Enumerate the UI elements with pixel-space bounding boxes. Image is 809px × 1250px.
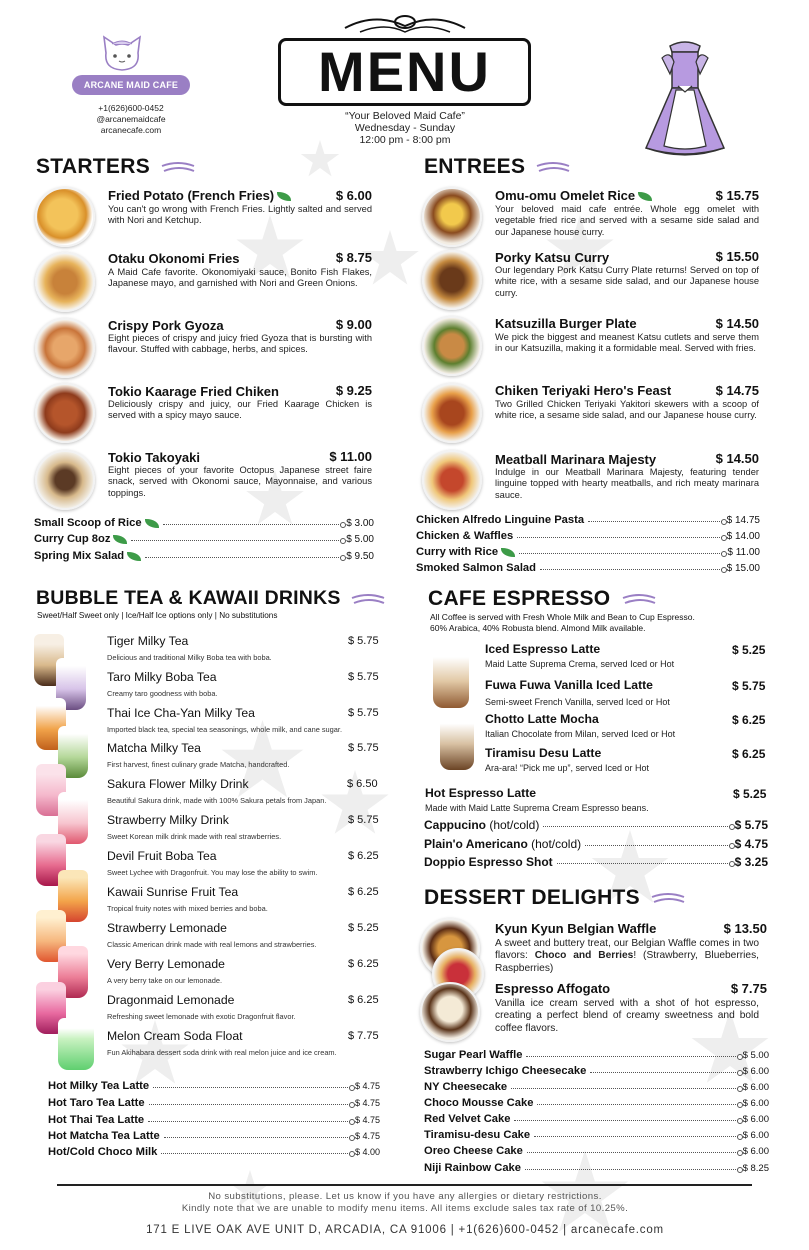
dessert-row-name: Tiramisu-desu Cake <box>424 1129 531 1141</box>
okonomi-fries-photo <box>35 252 95 312</box>
drink-name: Strawberry Lemonade <box>107 921 227 935</box>
dessert-row-price: $ 6.00 <box>742 1145 769 1157</box>
dessert-row-price: $ 6.00 <box>742 1097 769 1109</box>
teriyaki-feast-photo <box>422 383 482 443</box>
drink-price: $ 6.50 <box>347 778 378 790</box>
extra-item-name: Chicken & Waffles <box>416 530 514 542</box>
item-name: Tokio Takoyaki <box>108 450 200 465</box>
affogato-photo <box>420 982 480 1042</box>
swoosh-icon <box>621 592 657 606</box>
section-title-text: BUBBLE TEA & KAWAII DRINKS <box>36 587 341 609</box>
espresso-note-line: 60% Arabica, 40% Robusta blend. Almond Milk available. <box>430 622 646 633</box>
dessert-row-name: Red Velvet Cake <box>424 1113 511 1125</box>
item-description: A Maid Cafe favorite. Okonomiyaki sauce, Bonito Fish Flakes, Japanese mayo, and garnished with Nori and Green Onions. <box>108 267 372 289</box>
drink-description: Delicious and traditional Milky Boba tea with boba. <box>107 653 272 662</box>
dessert-row-price: $ 6.00 <box>742 1129 769 1141</box>
hot-drink-price: $ 4.75 <box>354 1098 380 1108</box>
side-item-price: $ 9.50 <box>346 550 374 562</box>
melon-soda-photo <box>58 1018 94 1070</box>
item-price: $ 15.50 <box>715 249 759 264</box>
dessert-row <box>424 1097 769 1109</box>
drink-name: Matcha Milky Tea <box>107 741 201 755</box>
coffee-row-price: $ 4.75 <box>734 837 768 851</box>
extra-item-row <box>416 530 760 542</box>
dotted-leader <box>537 1104 739 1105</box>
coffee-name: Hot Espresso Latte <box>425 786 537 800</box>
vegetarian-leaf-icon <box>145 519 159 528</box>
dotted-leader <box>131 540 343 541</box>
flourish-ornament-icon <box>340 10 470 36</box>
extra-item-price: $ 11.00 <box>727 546 760 558</box>
dessert-row <box>424 1113 769 1125</box>
extra-item-row <box>416 514 760 526</box>
extra-item-row <box>416 562 760 574</box>
item-price: $ 14.50 <box>715 316 759 331</box>
dotted-leader <box>161 1153 352 1154</box>
hot-drink-price: $ 4.75 <box>354 1131 380 1141</box>
footer-note <box>60 1191 750 1215</box>
hot-drink-name: Hot Milky Tea Latte <box>48 1080 150 1092</box>
hot-drink-row <box>48 1097 380 1109</box>
dessert-row-name: Sugar Pearl Waffle <box>424 1049 523 1061</box>
coffee-row-label <box>424 855 553 869</box>
drink-price: $ 5.75 <box>348 671 379 683</box>
footer-note-line: Kindly note that we are unable to modify menu items. All items exclude sales tax rate of 10.25%. <box>181 1203 629 1214</box>
dessert-row-name: Strawberry Ichigo Cheesecake <box>424 1065 587 1077</box>
dotted-leader <box>149 1104 352 1105</box>
coffee-description: Maid Latte Suprema Crema, served Iced or Hot <box>485 659 675 669</box>
item-description: Your beloved maid cafe entrée. Whole egg omelet with vegetable fried rice and served with a sesame side salad and our Japanese house curry. <box>495 204 759 237</box>
tagline: “Your Beloved Maid Cafe” <box>345 110 465 122</box>
coffee-name: Tiramisu Desu Latte <box>485 746 602 760</box>
dotted-leader <box>148 1121 352 1122</box>
starters-title <box>36 155 196 179</box>
dotted-leader <box>588 521 724 522</box>
drink-name: Kawaii Sunrise Fruit Tea <box>107 885 239 899</box>
maid-cat-icon <box>100 35 144 73</box>
vegetarian-leaf-icon <box>638 192 652 201</box>
vegetarian-leaf-icon <box>113 535 127 544</box>
hot-drink-row <box>48 1080 380 1092</box>
menu-title: MENU <box>318 40 491 103</box>
coffee-row-price: $ 5.75 <box>734 818 768 832</box>
coffee-description: Made with Maid Latte Suprema Cream Espresso beans. <box>425 803 649 813</box>
dessert-desc-part: ! (Strawberry, Blueberries, Raspberries) <box>495 950 759 974</box>
kaarage-photo <box>35 383 95 443</box>
drink-description: Creamy taro goodness with boba. <box>107 689 218 698</box>
swoosh-icon <box>160 160 196 174</box>
extra-item-name: Curry with Rice <box>416 546 499 558</box>
item-name-text: Omu-omu Omelet Rice <box>495 188 636 203</box>
dessert-row-name: Niji Rainbow Cake <box>424 1162 521 1174</box>
dessert-row-name: NY Cheesecake <box>424 1081 508 1093</box>
swoosh-icon <box>650 891 686 905</box>
section-title-text: DESSERT DELIGHTS <box>424 886 640 909</box>
coffee-description: Semi-sweet French Vanilla, served Iced or Hot <box>485 697 670 707</box>
drink-description: Tropical fruity notes with mixed berries and boba. <box>107 904 268 913</box>
dessert-row-name: Choco Mousse Cake <box>424 1097 534 1109</box>
katsu-burger-photo <box>422 316 482 376</box>
omelet-rice-photo <box>422 187 482 247</box>
drink-name: Taro Milky Boba Tea <box>107 670 217 684</box>
extra-item-row <box>416 546 760 558</box>
hot-drink-price: $ 4.75 <box>354 1115 380 1125</box>
dotted-leader <box>517 537 723 538</box>
vegetarian-leaf-icon <box>127 552 141 561</box>
side-item-row <box>34 517 374 529</box>
espresso-title <box>428 587 657 611</box>
dotted-leader <box>543 826 731 827</box>
drink-price: $ 5.25 <box>348 922 379 934</box>
side-item-row <box>34 533 374 545</box>
drink-name: Thai Ice Cha-Yan Milky Tea <box>107 706 255 720</box>
coffee-row-name: Doppio Espresso Shot <box>424 855 553 869</box>
hot-drink-row <box>48 1130 380 1142</box>
coffee-name: Iced Espresso Latte <box>485 642 601 656</box>
drink-price: $ 6.25 <box>348 850 379 862</box>
coffee-name: Fuwa Fuwa Vanilla Iced Latte <box>485 678 653 692</box>
drink-name: Tiger Milky Tea <box>107 634 189 648</box>
dotted-leader <box>511 1088 739 1089</box>
cafe-logo <box>70 35 190 100</box>
section-title-text: STARTERS <box>36 155 151 178</box>
extra-item-name: Smoked Salmon Salad <box>416 562 536 574</box>
menu-title-banner <box>278 38 531 106</box>
drink-name: Strawberry Milky Drink <box>107 813 229 827</box>
coffee-row-option: (hot/cold) <box>486 818 540 832</box>
dessert-row <box>424 1129 769 1141</box>
coffee-row-option: (hot/cold) <box>527 837 582 851</box>
coffee-row <box>424 855 768 869</box>
social-handle: @arcanemaidcafe <box>96 114 166 124</box>
dessert-description: Vanilla ice cream served with a shot of hot espresso, creating a perfect blend of creamy sweetness and bold coffee flavors. <box>495 998 759 1034</box>
dessert-row <box>424 1081 769 1093</box>
item-name <box>108 188 291 203</box>
dessert-row <box>424 1049 769 1061</box>
hot-drink-row <box>48 1114 380 1126</box>
drink-name: Very Berry Lemonade <box>107 957 225 971</box>
drink-name: Dragonmaid Lemonade <box>107 993 235 1007</box>
dotted-leader <box>525 1169 740 1170</box>
drink-description: Beautiful Sakura drink, made with 100% Sakura petals from Japan. <box>107 796 327 805</box>
coffee-row-name: Plain'o Americano <box>424 837 528 851</box>
phone-number: +1(626)600-0452 <box>98 103 164 113</box>
section-title-text: CAFE ESPRESSO <box>428 587 611 610</box>
item-name: Crispy Pork Gyoza <box>108 318 224 333</box>
item-price: $ 8.75 <box>335 250 372 265</box>
drink-price: $ 6.25 <box>348 958 379 970</box>
drink-name: Sakura Flower Milky Drink <box>107 777 249 791</box>
takoyaki-photo <box>35 450 95 510</box>
side-item-row <box>34 550 374 562</box>
mocha-photo <box>440 712 474 770</box>
item-price: $ 6.00 <box>335 188 372 203</box>
swoosh-icon <box>350 592 386 606</box>
drink-description: Imported black tea, special tea seasonings, whole milk, and cane sugar. <box>107 725 342 734</box>
french-fries-photo <box>35 187 95 247</box>
extra-item-price: $ 15.00 <box>726 562 760 574</box>
espresso-note-line: All Coffee is served with Fresh Whole Milk and Bean to Cup Espresso. <box>430 612 695 622</box>
item-price: $ 14.75 <box>715 383 759 398</box>
dotted-leader <box>514 1120 739 1121</box>
coffee-price: $ 5.75 <box>732 679 766 693</box>
bubble-tea-title <box>36 587 386 610</box>
drink-price: $ 5.75 <box>348 814 379 826</box>
dotted-leader <box>534 1136 739 1137</box>
item-description: You can't go wrong with French Fries. Lightly salted and served with Nori and Ketchup. <box>108 204 372 226</box>
dessert-row-price: $ 6.00 <box>742 1065 769 1077</box>
iced-latte-photo <box>433 648 469 708</box>
coffee-description: Ara-ara! “Pick me up”, served Iced or Hot <box>485 763 650 773</box>
item-price: $ 15.75 <box>715 188 759 203</box>
dessert-price: $ 7.75 <box>730 981 767 996</box>
coffee-price: $ 6.25 <box>732 747 766 761</box>
drink-price: $ 5.75 <box>348 742 379 754</box>
dessert-price: $ 13.50 <box>723 921 767 936</box>
dessert-row <box>424 1065 769 1077</box>
dessert-row-price: $ 6.00 <box>742 1113 769 1125</box>
drink-name: Devil Fruit Boba Tea <box>107 849 217 863</box>
open-days: Wednesday - Sunday <box>354 122 456 134</box>
website-link: arcanecafe.com <box>100 125 162 135</box>
drink-price: $ 6.25 <box>348 994 379 1006</box>
drink-description: Sweet Korean milk drink made with real strawberries. <box>107 832 282 841</box>
dotted-leader <box>145 557 343 558</box>
background-star-decoration <box>300 140 340 180</box>
dotted-leader <box>153 1087 352 1088</box>
dotted-leader <box>526 1056 739 1057</box>
dotted-leader <box>163 524 344 525</box>
side-item-name: Spring Mix Salad <box>34 550 125 562</box>
dessert-desc-part: A sweet and buttery treat, our Belgian Waffle comes in two flavors: <box>495 938 759 962</box>
coffee-name: Chotto Latte Mocha <box>485 712 599 726</box>
katsu-curry-photo <box>422 250 482 310</box>
coffee-row-name: Cappucino <box>424 818 486 832</box>
vegetarian-leaf-icon <box>501 548 515 557</box>
footer-address: 171 E LIVE OAK AVE UNIT D, ARCADIA, CA 91006 | +1(626)600-0452 | arcanecafe.com <box>146 1224 664 1236</box>
side-item-price: $ 3.00 <box>346 517 374 529</box>
drink-price: $ 5.75 <box>348 635 379 647</box>
drink-description: Sweet Lychee with Dragonfruit. You may lose the ability to swim. <box>107 868 318 877</box>
dessert-row <box>424 1145 769 1157</box>
dotted-leader <box>585 845 731 846</box>
drink-description: Refreshing sweet lemonade with exotic Dragonfruit flavor. <box>107 1012 296 1021</box>
entrees-title <box>424 155 571 179</box>
side-item-price: $ 5.00 <box>346 533 374 545</box>
hot-drink-name: Hot/Cold Choco Milk <box>48 1146 158 1158</box>
hot-drink-name: Hot Thai Tea Latte <box>48 1114 145 1126</box>
item-description: Our legendary Pork Katsu Curry Plate returns! Served on top of white rice, with a sesame side salad, and our Japanese house curry. <box>495 265 759 298</box>
drink-price: $ 6.25 <box>348 886 379 898</box>
item-name <box>495 188 652 203</box>
drink-description: Classic American drink made with real lemons and strawberries. <box>107 940 317 949</box>
dessert-row <box>424 1162 769 1174</box>
maid-dress-icon <box>640 38 730 163</box>
dessert-row-price: $ 5.00 <box>742 1049 769 1061</box>
drink-description: A very berry take on our lemonade. <box>107 976 223 985</box>
item-name: Porky Katsu Curry <box>495 250 610 265</box>
item-name: Tokio Kaarage Fried Chiken <box>108 384 279 399</box>
side-item-name: Curry Cup 8oz <box>34 533 111 545</box>
drink-name: Melon Cream Soda Float <box>107 1029 243 1043</box>
dotted-leader <box>164 1137 352 1138</box>
item-name: Otaku Okonomi Fries <box>108 251 240 266</box>
hot-drink-price: $ 4.00 <box>354 1147 380 1157</box>
item-price: $ 9.00 <box>335 317 372 332</box>
hot-drink-row <box>48 1146 380 1158</box>
coffee-row-price: $ 3.25 <box>734 855 768 869</box>
drink-price: $ 7.75 <box>348 1030 379 1042</box>
item-name: Katsuzilla Burger Plate <box>495 316 637 331</box>
coffee-price: $ 5.25 <box>733 787 767 801</box>
item-name: Meatball Marinara Majesty <box>495 452 657 467</box>
item-price: $ 11.00 <box>329 449 372 464</box>
item-price: $ 9.25 <box>335 383 372 398</box>
hot-drink-name: Hot Taro Tea Latte <box>48 1097 145 1109</box>
section-title-text: ENTREES <box>424 155 526 178</box>
item-description: Indulge in our Meatball Marinara Majesty, featuring tender linguine topped with hearty meatballs, and rich meaty marinara sauce. <box>495 467 759 500</box>
vegetarian-leaf-icon <box>277 192 291 201</box>
dotted-leader <box>557 863 732 864</box>
dessert-row-price: $ 6.00 <box>742 1081 769 1093</box>
item-name: Chiken Teriyaki Hero's Feast <box>495 383 672 398</box>
coffee-row <box>424 837 768 851</box>
meatball-marinara-photo <box>422 450 482 510</box>
logo-text: ARCANE MAID CAFE <box>72 75 190 95</box>
dessert-row-name: Oreo Cheese Cake <box>424 1145 523 1157</box>
dessert-name: Kyun Kyun Belgian Waffle <box>495 921 657 936</box>
coffee-row <box>424 818 768 832</box>
item-description: Eight pieces of your favorite Octopus Japanese street faire snack, served with Okonomi sauce, Mayonnaise, and various toppings. <box>108 465 372 498</box>
dotted-leader <box>519 553 724 554</box>
dessert-row-price: $ 8.25 <box>742 1162 769 1174</box>
drink-description: First harvest, finest culinary grade Matcha, handcrafted. <box>107 760 290 769</box>
swoosh-icon <box>535 160 571 174</box>
hot-drink-price: $ 4.75 <box>354 1081 380 1091</box>
footer-note-line: No substitutions, please. Let us know if you have any allergies or dietary restrictions. <box>208 1191 602 1202</box>
dotted-leader <box>590 1072 739 1073</box>
dessert-title <box>424 886 686 910</box>
dessert-description <box>495 938 759 975</box>
item-description: Deliciously crispy and juicy, our Fried Kaarage Chicken is served with a spicy mayo sauce. <box>108 399 372 421</box>
bubble-tea-note: Sweet/Half Sweet only | Ice/Half Ice options only | No substitutions <box>37 611 278 620</box>
item-name-text: Fried Potato (French Fries) <box>108 188 275 203</box>
extra-item-name: Chicken Alfredo Linguine Pasta <box>416 514 585 526</box>
extra-item-price: $ 14.00 <box>726 530 760 542</box>
footer-divider <box>57 1184 752 1186</box>
item-description: Two Grilled Chicken Teriyaki Yakitori skewers with a scoop of white rice, a sesame side salad, and our Japanese house curry. <box>495 399 759 421</box>
coffee-price: $ 6.25 <box>732 713 766 727</box>
hot-drink-name: Hot Matcha Tea Latte <box>48 1130 160 1142</box>
coffee-row-label <box>424 837 581 851</box>
dotted-leader <box>527 1152 740 1153</box>
drink-price: $ 5.75 <box>348 707 379 719</box>
extra-item-price: $ 14.75 <box>726 514 760 526</box>
gyoza-photo <box>35 318 95 378</box>
drink-description: Fun Akihabara dessert soda drink with real melon juice and ice cream. <box>107 1048 337 1057</box>
contact-info <box>70 103 192 136</box>
item-description: We pick the biggest and meanest Katsu cutlets and serve them in our Katsuzilla, making it a formidable meal. Served with fries. <box>495 332 759 354</box>
coffee-description: Italian Chocolate from Milan, served Iced or Hot <box>485 729 676 739</box>
dessert-name: Espresso Affogato <box>495 981 611 996</box>
coffee-row-label <box>424 818 539 832</box>
open-hours: 12:00 pm - 8:00 pm <box>359 134 451 146</box>
item-price: $ 14.50 <box>715 451 759 466</box>
espresso-note <box>430 612 695 633</box>
dotted-leader <box>540 569 724 570</box>
tagline-block <box>300 110 510 146</box>
dessert-flavors-bold: Choco and Berries <box>534 950 634 962</box>
item-description: Eight pieces of crispy and juicy fried Gyoza that is bursting with flavour. Stuffed with cabbage, herbs, and spices. <box>108 333 372 355</box>
side-item-name: Small Scoop of Rice <box>34 517 142 529</box>
coffee-price: $ 5.25 <box>732 643 766 657</box>
